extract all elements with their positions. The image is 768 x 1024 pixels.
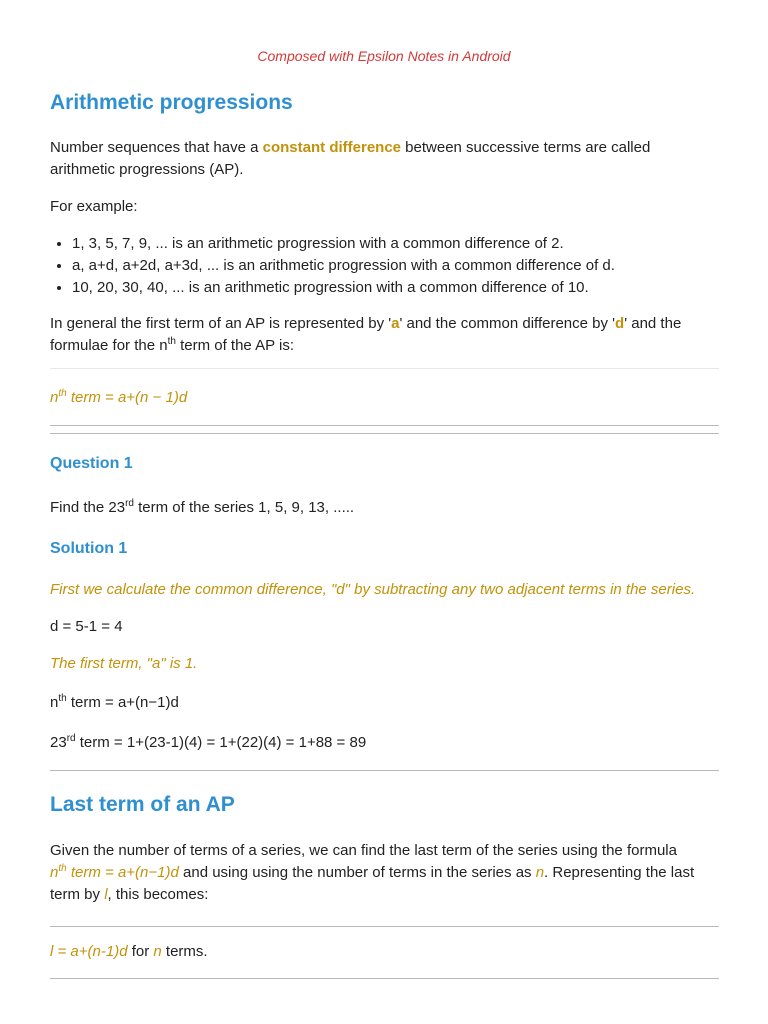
list-item: • 10, 20, 30, 40, ... is an arithmetic progression with a common difference of 10. — [72, 277, 615, 299]
general-text-5: term of the AP is: — [175, 337, 295, 354]
superscript: th — [58, 863, 67, 874]
divider — [50, 978, 719, 979]
inline-formula — [50, 864, 179, 881]
last-term-text-2: and using using the number of terms in the series as — [178, 864, 536, 881]
last-term-text-4: term by — [50, 886, 105, 903]
page-title: Arithmetic progressions — [50, 91, 293, 114]
highlight-constant-difference: constant difference — [262, 139, 402, 156]
result-23: 23 — [50, 734, 67, 751]
divider — [50, 770, 719, 771]
intro-text-2: between successive terms are called — [401, 139, 651, 156]
nth-rest: term = a+(n−1)d — [66, 694, 179, 711]
var-a: a — [391, 315, 400, 332]
solution-note-1: First we calculate the common difference, "d" by subtracting any two adjacent terms in the series. — [50, 581, 696, 598]
list-item: • a, a+d, a+2d, a+3d, ... is an arithmetic progression with a common difference of d. — [72, 255, 615, 277]
divider — [50, 368, 719, 369]
last-term-paragraph — [50, 840, 694, 906]
examples-list — [50, 233, 615, 299]
var-n: n — [535, 864, 545, 881]
last-term-heading: Last term of an AP — [50, 793, 235, 816]
general-text-3: ' and the — [624, 315, 682, 332]
result-rest: term = 1+(23-1)(4) = 1+(22)(4) = 1+88 = 89 — [75, 734, 367, 751]
result-line — [50, 732, 366, 754]
nth-term-formula — [50, 387, 187, 409]
superscript: rd — [125, 498, 134, 509]
superscript: th — [58, 388, 67, 399]
intro-paragraph — [50, 137, 650, 181]
general-text-1: In general the first term of an AP is represented by ' — [50, 315, 392, 332]
general-text-4: formulae for the n — [50, 337, 168, 354]
superscript: rd — [66, 733, 76, 744]
for-example-label: For example: — [50, 198, 138, 215]
list-item: • 1, 3, 5, 7, 9, ... is an arithmetic progression with a common difference of 2. — [72, 233, 615, 255]
divider — [50, 425, 719, 426]
question-1-heading: Question 1 — [50, 455, 133, 472]
formula-end: terms. — [161, 943, 208, 960]
formula-l: l = a+(n-1)d — [50, 943, 128, 960]
intro-text-3: arithmetic progressions (AP). — [50, 161, 244, 178]
question-1-text — [50, 497, 354, 519]
general-text-2: ' and the common difference by ' — [399, 315, 616, 332]
superscript: th — [167, 336, 176, 347]
last-term-text-5: , this becomes: — [107, 886, 209, 903]
superscript: th — [58, 693, 67, 704]
inline-formula-n: n — [50, 864, 59, 881]
solution-note-2: The first term, "a" is 1. — [50, 655, 198, 672]
var-l: l — [104, 886, 108, 903]
formula-for: for — [127, 943, 154, 960]
inline-formula-rest: term = a+(n−1)d — [66, 864, 179, 881]
formula-n: n — [50, 389, 59, 406]
formula-var-n: n — [153, 943, 162, 960]
d-calculation: d = 5-1 = 4 — [50, 618, 123, 635]
nth-n: n — [50, 694, 59, 711]
divider — [50, 926, 719, 927]
question-text-2: term of the series 1, 5, 9, 13, ..... — [133, 499, 355, 516]
formula-rest: term = a+(n − 1)d — [66, 389, 188, 406]
last-term-text-1: Given the number of terms of a series, we can find the last term of the series using the formula — [50, 842, 677, 859]
header-note: Composed with Epsilon Notes in Android — [257, 48, 511, 64]
general-paragraph — [50, 313, 681, 357]
divider — [50, 433, 719, 434]
nth-term-line — [50, 692, 179, 714]
intro-text-1: Number sequences that have a — [50, 139, 263, 156]
question-text-1: Find the 23 — [50, 499, 126, 516]
var-d: d — [615, 315, 625, 332]
last-term-text-3: . Representing the last — [544, 864, 695, 881]
solution-1-heading: Solution 1 — [50, 540, 128, 557]
last-term-formula — [50, 941, 208, 963]
